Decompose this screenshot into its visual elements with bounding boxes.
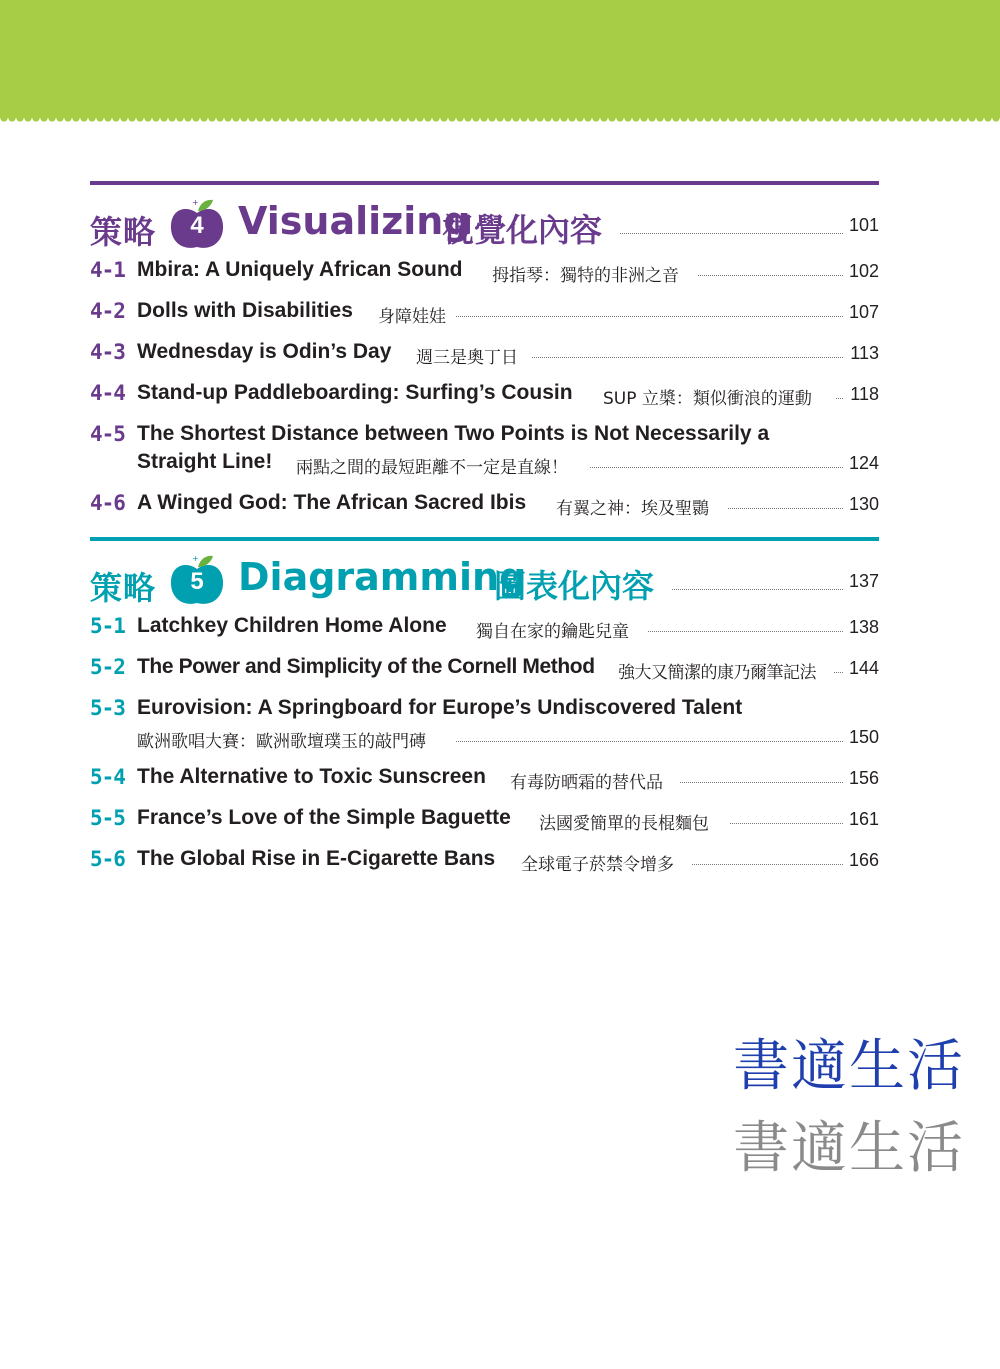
entry-title: The Global Rise in E-Cigarette Bans [137, 847, 496, 870]
entry-page: 107 [848, 302, 879, 322]
section-title-zh: 圖表化內容 [494, 567, 655, 605]
toc-entry[interactable] [90, 422, 879, 482]
section-strategy-4 [90, 181, 879, 519]
entry-title: The Alternative to Toxic Sunscreen [137, 765, 486, 788]
entry-number: 5-2 [90, 655, 125, 679]
leader-dots [730, 823, 843, 824]
toc-entry[interactable] [90, 614, 879, 644]
toc-entry[interactable] [90, 696, 879, 756]
brand-text-blue: 書適生活 [733, 1034, 965, 1099]
entry-number: 4-2 [90, 299, 125, 323]
section-rule [90, 537, 879, 541]
entry-title: The Shortest Distance between Two Points is Not Necessarily a [137, 422, 770, 445]
entry-title-zh: 兩點之間的最短距離不一定是直線！ [296, 458, 568, 478]
top-color-band [0, 0, 1000, 118]
strategy-label: 策略 [90, 213, 157, 251]
entry-title-zh: 獨自在家的鑰匙兒童 [476, 622, 629, 642]
brand-text-gray: 書適生活 [733, 1116, 965, 1181]
scalloped-edge [0, 118, 1000, 126]
entry-title: The Power and Simplicity of the Cornell Method [137, 655, 595, 678]
entry-number: 4-4 [90, 381, 125, 405]
entry-title-zh: 身障娃娃 [378, 307, 446, 327]
toc-entry[interactable] [90, 765, 879, 795]
section-page: 137 [848, 571, 879, 591]
leader-dots [836, 398, 843, 399]
entry-number: 4-5 [90, 422, 125, 446]
apple-icon [166, 553, 228, 609]
entry-number: 4-3 [90, 340, 125, 364]
entry-page: 150 [848, 727, 879, 747]
section-title-zh: 視覺化內容 [442, 211, 603, 249]
entry-title-zh: 法國愛簡單的長棍麵包 [539, 814, 709, 834]
entry-title-zh: 強大又簡潔的康乃爾筆記法 [618, 663, 816, 683]
leader-dots [620, 233, 843, 234]
leader-dots [590, 467, 843, 468]
entry-title-zh: 有毒防晒霜的替代品 [510, 773, 663, 793]
entry-number: 5-6 [90, 847, 125, 871]
entry-page: 156 [848, 768, 879, 788]
toc-entry[interactable] [90, 258, 879, 288]
apple-icon [166, 197, 228, 253]
entry-title-zh: 全球電子菸禁令增多 [521, 855, 674, 875]
entry-title: Eurovision: A Springboard for Europe’s Undiscovered Talent [137, 696, 743, 719]
section-page: 101 [848, 215, 879, 235]
toc-entry[interactable] [90, 299, 879, 329]
entry-number: 4-1 [90, 258, 125, 282]
toc-entry[interactable] [90, 340, 879, 370]
section-title-en: Diagramming [238, 555, 527, 599]
entry-title: France’s Love of the Simple Baguette [137, 806, 511, 829]
section-rule [90, 181, 879, 185]
entry-title-zh: 有翼之神：埃及聖䴉 [556, 499, 709, 519]
entry-page: 113 [850, 343, 879, 363]
entry-page: 124 [848, 453, 879, 473]
leader-dots [648, 631, 843, 632]
entry-page: 130 [848, 494, 879, 514]
leader-dots [672, 589, 843, 590]
entry-page: 118 [850, 384, 879, 404]
leader-dots [456, 316, 843, 317]
svg-text:+: + [192, 198, 199, 207]
section-number: 5 [190, 568, 204, 595]
strategy-label: 策略 [90, 569, 157, 607]
entry-page: 144 [848, 658, 879, 678]
entry-number: 4-6 [90, 491, 125, 515]
section-heading [90, 549, 879, 609]
entry-number: 5-5 [90, 806, 125, 830]
entry-title: Mbira: A Uniquely African Sound [137, 258, 463, 281]
leader-dots [698, 275, 843, 276]
entry-title: Wednesday is Odin’s Day [137, 340, 392, 363]
leader-dots [834, 672, 843, 673]
svg-text:+: + [192, 554, 199, 563]
entry-title: Dolls with Disabilities [137, 299, 353, 322]
toc-entry[interactable] [90, 381, 879, 411]
leader-dots [456, 741, 843, 742]
toc-entry[interactable] [90, 806, 879, 836]
entry-title: Stand-up Paddleboarding: Surfing’s Cousin [137, 381, 573, 404]
leader-dots [680, 782, 843, 783]
entry-page: 161 [848, 809, 879, 829]
entry-number: 5-4 [90, 765, 125, 789]
entry-title: Latchkey Children Home Alone [137, 614, 447, 637]
leader-dots [692, 864, 843, 865]
section-heading [90, 193, 879, 253]
entry-number: 5-1 [90, 614, 125, 638]
entry-number: 5-3 [90, 696, 125, 720]
toc-entry[interactable] [90, 491, 879, 521]
section-strategy-5 [90, 537, 879, 875]
entry-page: 102 [848, 261, 879, 281]
toc-entry[interactable] [90, 847, 879, 877]
entry-title-zh: 週三是奧丁日 [416, 348, 518, 368]
entry-title: A Winged God: The African Sacred Ibis [137, 491, 527, 514]
entry-title-line2: Straight Line! [137, 450, 273, 473]
entry-title-zh: SUP 立槳：類似衝浪的運動 [603, 389, 812, 409]
entry-page: 138 [848, 617, 879, 637]
leader-dots [532, 357, 843, 358]
toc-entry[interactable] [90, 655, 879, 685]
entry-title-zh: 拇指琴：獨特的非洲之音 [492, 266, 679, 286]
section-title-en: Visualizing [238, 199, 471, 243]
leader-dots [728, 508, 843, 509]
entry-page: 166 [848, 850, 879, 870]
entry-title-zh: 歐洲歌唱大賽：歐洲歌壇璞玉的敲門磚 [137, 732, 426, 752]
section-number: 4 [190, 212, 204, 239]
